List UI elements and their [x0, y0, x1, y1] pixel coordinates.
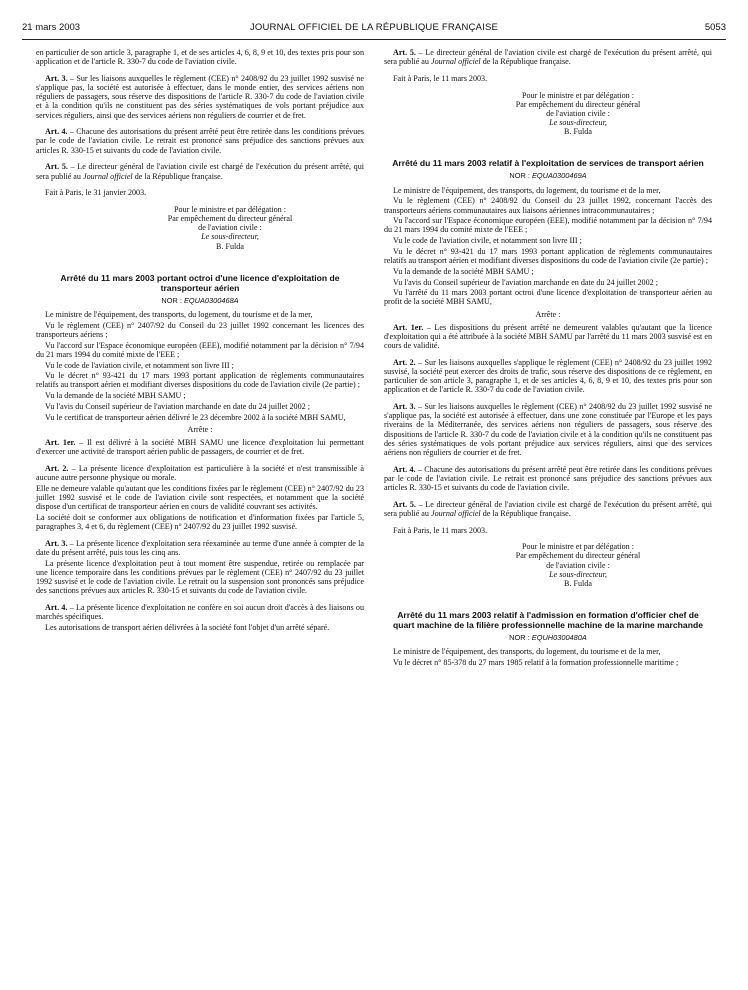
article-number: Art. 5.: [45, 162, 68, 172]
journal-name: Journal officiel: [430, 508, 481, 518]
article: [36, 74, 364, 120]
article-text: – Sur les liaisons auxquelles s'applique le règlement (CEE) n° 2408/92 du 23 juillet 1992 susvisé, la société peut exercer des droits de trafic, sous réserve des dispositions de ce règlement, en particulier de son article 3, paragraphe 1, et de ses articles 4, 6, 8, 9 et 10, des textes pris pour son application et de l'article R. 330-7 du code de l'aviation civile.: [384, 357, 713, 395]
article-number: Art. 3.: [45, 73, 68, 83]
visa: Vu le code de l'aviation civile, et notamment son livre III ;: [393, 236, 582, 246]
signature-name: B. Fulda: [564, 127, 592, 137]
journal-name: Journal officiel: [430, 57, 481, 67]
fait-line: Fait à Paris, le 11 mars 2003.: [393, 525, 488, 535]
article-text: de la République française.: [132, 171, 223, 181]
visa: Vu le règlement (CEE) n° 2408/92 du Conseil du 23 juillet 1992, concernant l'accès des transporteurs aériens communautaires aux liaisons aériennes intracommunautaires ;: [384, 196, 712, 215]
nor-code: EQUH0300480A: [531, 633, 587, 643]
signature-line: Le sous-directeur,: [549, 118, 607, 128]
article: [36, 162, 364, 180]
signature-block: [444, 542, 712, 588]
nor-reference: [384, 171, 712, 180]
article-number: Art. 3.: [393, 402, 416, 412]
visa: Vu le décret n° 93-421 du 17 mars 1993 portant application de règlements communautaires relatifs au transport aérien et modifiant diverses dispositions du code de l'aviation civile (2e partie) ;: [36, 371, 364, 390]
article-text: – Sur les liaisons auxquelles le règlement (CEE) n° 2408/92 du 23 juillet 1992 susvisé ne s'applique pas, la société est autorisée à effectuer, dans une zone constituée par l'Europe et les pays riverains de la Méditerranée, des services aériens non réguliers de passagers, sous réserve des dispositions de l'article R. 330-7 du code de l'aviation civile et à la condition qu'ils ne constituent pas des séries systématiques de vols portant préjudice aux services réguliers, ainsi que des services aériens non réguliers de courrier et de fret.: [384, 402, 712, 457]
signature-line: Par empêchement du directeur général: [515, 99, 641, 109]
article-text: – Chacune des autorisations du présent arrêté peut être retirée dans les conditions prévues par le code de l'aviation civile. Le retrait est prononcé sans préjudice des sanctions prévues aux articles R. 330-15 et suivants du code de l'aviation civile.: [384, 464, 712, 492]
article-number: Art. 4.: [45, 602, 68, 612]
visa: Vu l'avis du Conseil supérieur de l'aviation marchande en date du 24 juillet 2002 ;: [393, 277, 658, 287]
article-text: – Les dispositions du présent arrêté ne demeurent valables qu'autant que la licence d'exploitation qui a été attribuée à la société MBH SAMU par l'arrêté du 11 mars 2003 susvisé est en cours de validité.: [384, 322, 712, 351]
nor-code: EQUA0300469A: [531, 171, 587, 181]
signature-line: Par empêchement du directeur général: [167, 214, 293, 224]
signature-name: B. Fulda: [564, 578, 592, 588]
signature-line: de l'aviation civile :: [198, 223, 262, 233]
article-text: – Le directeur général de l'aviation civile est chargé de l'exécution du présent arrêté, qui sera publié au: [384, 48, 713, 67]
fait-line: Fait à Paris, le 11 mars 2003.: [393, 73, 488, 83]
article-text: – Chacune des autorisations du présent arrêté peut être retirée dans les conditions prévues par le code de l'aviation civile. Le retrait est prononcé sans préjudice des sanctions prévues aux articles R. 330-15 et suivants du code de l'aviation civile.: [36, 127, 364, 155]
paragraph: La société doit se conformer aux obligations de notification et d'information fixées par l'article 5, paragraphes 3, 4 et 6, du règlement (CEE) n° 2407/92 du 23 juillet 1992 susvisé.: [36, 512, 364, 531]
header-rule: [22, 39, 726, 40]
visa: Vu le décret n° 93-421 du 17 mars 1993 portant application de règlements communautaires relatifs au transport aérien et modifiant diverses dispositions du code de l'aviation civile (2e partie) ;: [384, 246, 712, 266]
decree-title: Arrêté du 11 mars 2003 relatif à l'admission en formation d'officier chef de quart machine de la filière professionnelle machine de la marine marchande: [393, 610, 703, 631]
visa: Le ministre de l'équipement, des transports, du logement, du tourisme et de la mer,: [393, 647, 661, 657]
article-number: Art. 4.: [45, 127, 68, 137]
paragraph: Les autorisations de transport aérien délivrées à la société font l'objet d'un arrêté séparé.: [45, 622, 330, 632]
article-number: Art. 2.: [45, 463, 69, 473]
article-number: Art. 4.: [393, 464, 416, 474]
article: [384, 48, 712, 66]
header-journal-title: JOURNAL OFFICIEL DE LA RÉPUBLIQUE FRANÇAISE: [249, 22, 499, 33]
paragraph: Elle ne demeure valable qu'autant que les conditions fixées par le règlement (CEE) n° 2407/92 du 23 juillet 1992 susvisé et le code de l'aviation civile sont respectées, et notamment que la société dispose d'un certificat de transporteur aérien en cours de validité couvrant ses activités.: [36, 483, 364, 512]
nor-label: NOR :: [161, 295, 184, 305]
article: [36, 127, 364, 154]
visa: Le ministre de l'équipement, des transports, du logement, du tourisme et de la mer,: [45, 309, 313, 319]
header-page-number: 5053: [704, 22, 726, 33]
nor-reference: [36, 296, 364, 305]
article: [384, 402, 712, 457]
signature-block: [96, 205, 364, 251]
article-text: – Le directeur général de l'aviation civile est chargé de l'exécution du présent arrêté, qui sera publié au: [36, 162, 365, 181]
page-header: [22, 22, 726, 36]
article: [384, 500, 712, 518]
article-number: Art. 1er.: [393, 322, 424, 332]
article-text: – La présente licence d'exploitation est particulière à la société et n'est transmissible à aucune autre personne physique ou morale.: [36, 463, 364, 483]
article: [36, 464, 364, 482]
signature-line: Le sous-directeur,: [549, 569, 607, 579]
article: [384, 358, 712, 395]
nor-label: NOR :: [509, 171, 532, 181]
visa: Vu l'accord sur l'Espace économique européen (EEE), modifié notamment par la décision n° 7/94 du 21 mars 1994 du comité mixte de l'EEE ;: [384, 216, 712, 235]
nor-reference: [384, 633, 712, 642]
arrete-heading: Arrête :: [187, 424, 213, 434]
article: [36, 438, 364, 456]
article-number: Art. 3.: [45, 538, 68, 548]
signature-line: de l'aviation civile :: [546, 108, 610, 118]
article-number: Art. 5.: [393, 48, 416, 57]
signature-line: de l'aviation civile :: [546, 560, 610, 570]
article-text: – La présente licence d'exploitation sera réexaminée au terme d'une année à compter de la date du présent arrêté, puis tous les cinq ans.: [36, 538, 364, 557]
article-number: Art. 2.: [393, 357, 416, 367]
article-text: de la République française.: [480, 57, 571, 67]
signature-line: Pour le ministre et par délégation :: [522, 542, 634, 552]
visa: Vu le décret n° 85-378 du 27 mars 1985 relatif à la formation professionnelle maritime ;: [393, 658, 679, 667]
nor-code: EQUA0300468A: [183, 295, 239, 305]
decree-title: Arrêté du 11 mars 2003 portant octroi d'une licence d'exploitation de transporteur aérien: [60, 272, 340, 293]
signature-line: Le sous-directeur,: [201, 232, 259, 242]
visa: Vu la demande de la société MBH SAMU ;: [393, 266, 534, 276]
paragraph: en particulier de son article 3, paragraphe 1, et de ses articles 4, 6, 8, 9 et 10, des textes pris pour son application et de l'article R. 330-7 du code de l'aviation civile.: [36, 48, 364, 67]
article-number: Art. 1er.: [45, 437, 76, 447]
header-date: 21 mars 2003: [22, 22, 81, 33]
visa: Vu la demande de la société MBH SAMU ;: [45, 391, 186, 401]
signature-name: B. Fulda: [216, 241, 244, 251]
visa: Vu le règlement (CEE) n° 2407/92 du Conseil du 23 juillet 1992 concernant les licences des transporteurs aériens ;: [36, 320, 364, 339]
article-text: – La présente licence d'exploitation ne confère en soi aucun droit d'accès à des liaisons ou marchés spécifiques.: [36, 602, 364, 622]
article: [384, 323, 712, 350]
article-text: – Il est délivré à la société MBH SAMU une licence d'exploitation lui permettant d'exercer une activité de transport aérien public de passagers, de courrier et de fret.: [36, 437, 364, 457]
article-text: – Le directeur général de l'aviation civile est chargé de l'exécution du présent arrêté, qui sera publié au: [384, 499, 713, 518]
signature-line: Pour le ministre et par délégation :: [174, 205, 286, 214]
article-text: – Sur les liaisons auxquelles le règlement (CEE) n° 2408/92 du 23 juillet 1992 susvisé ne s'applique pas, la société est autorisée à effectuer, dans le monde entier, des services aériens non réguliers de passagers, sous réserve des dispositions de l'article R. 330-7 du code de l'aviation civile et à la condition qu'ils ne constituent pas des séries systématiques de vols portant préjudice aux services réguliers, ainsi que des services aériens non réguliers de courrier et de fret.: [36, 73, 364, 120]
arrete-heading: Arrête :: [535, 309, 561, 319]
journal-name: Journal officiel: [82, 171, 133, 181]
article-text: de la République française.: [480, 508, 571, 518]
article: [36, 603, 364, 621]
visa: Vu l'accord sur l'Espace économique européen (EEE), modifié notamment par la décision n° 7/94 du 21 mars 1994 du comité mixte de l'EEE ;: [36, 340, 364, 359]
nor-label: NOR :: [509, 633, 532, 643]
right-column: [384, 48, 712, 669]
visa: Vu le certificat de transporteur aérien délivré le 23 décembre 2002 à la société MBH SAMU,: [45, 412, 346, 422]
visa: Vu l'avis du Conseil supérieur de l'aviation marchande en date du 24 juillet 2002 ;: [45, 401, 310, 411]
visa: Le ministre de l'équipement, des transports, du logement, du tourisme et de la mer,: [393, 185, 661, 195]
visa: Vu le code de l'aviation civile, et notamment son livre III ;: [45, 360, 234, 370]
article: [384, 465, 712, 492]
signature-block: [444, 91, 712, 137]
article-number: Art. 5.: [393, 499, 416, 509]
left-column: [36, 48, 364, 634]
fait-line: Fait à Paris, le 31 janvier 2003.: [45, 188, 147, 198]
signature-line: Par empêchement du directeur général: [515, 551, 641, 561]
article: [36, 539, 364, 557]
signature-line: Pour le ministre et par délégation :: [522, 90, 634, 100]
visa: Vu l'arrêté du 11 mars 2003 portant octroi d'une licence d'exploitation de transporteur aérien au profit de la société MBH SAMU,: [384, 288, 712, 307]
decree-title: Arrêté du 11 mars 2003 relatif à l'exploitation de services de transport aérien: [392, 158, 704, 169]
paragraph: La présente licence d'exploitation peut à tout moment être suspendue, retirée ou remplacée par une licence temporaire dans les conditions prévues par le règlement (CEE) n° 2407/92 du 23 juillet 1992 susvisé et le code de l'aviation civile. Le retrait ou la suspension sont prononcés sans préjudice des sanctions prévues aux articles R. 330-15 et suivants du code de l'aviation civile.: [36, 558, 364, 596]
